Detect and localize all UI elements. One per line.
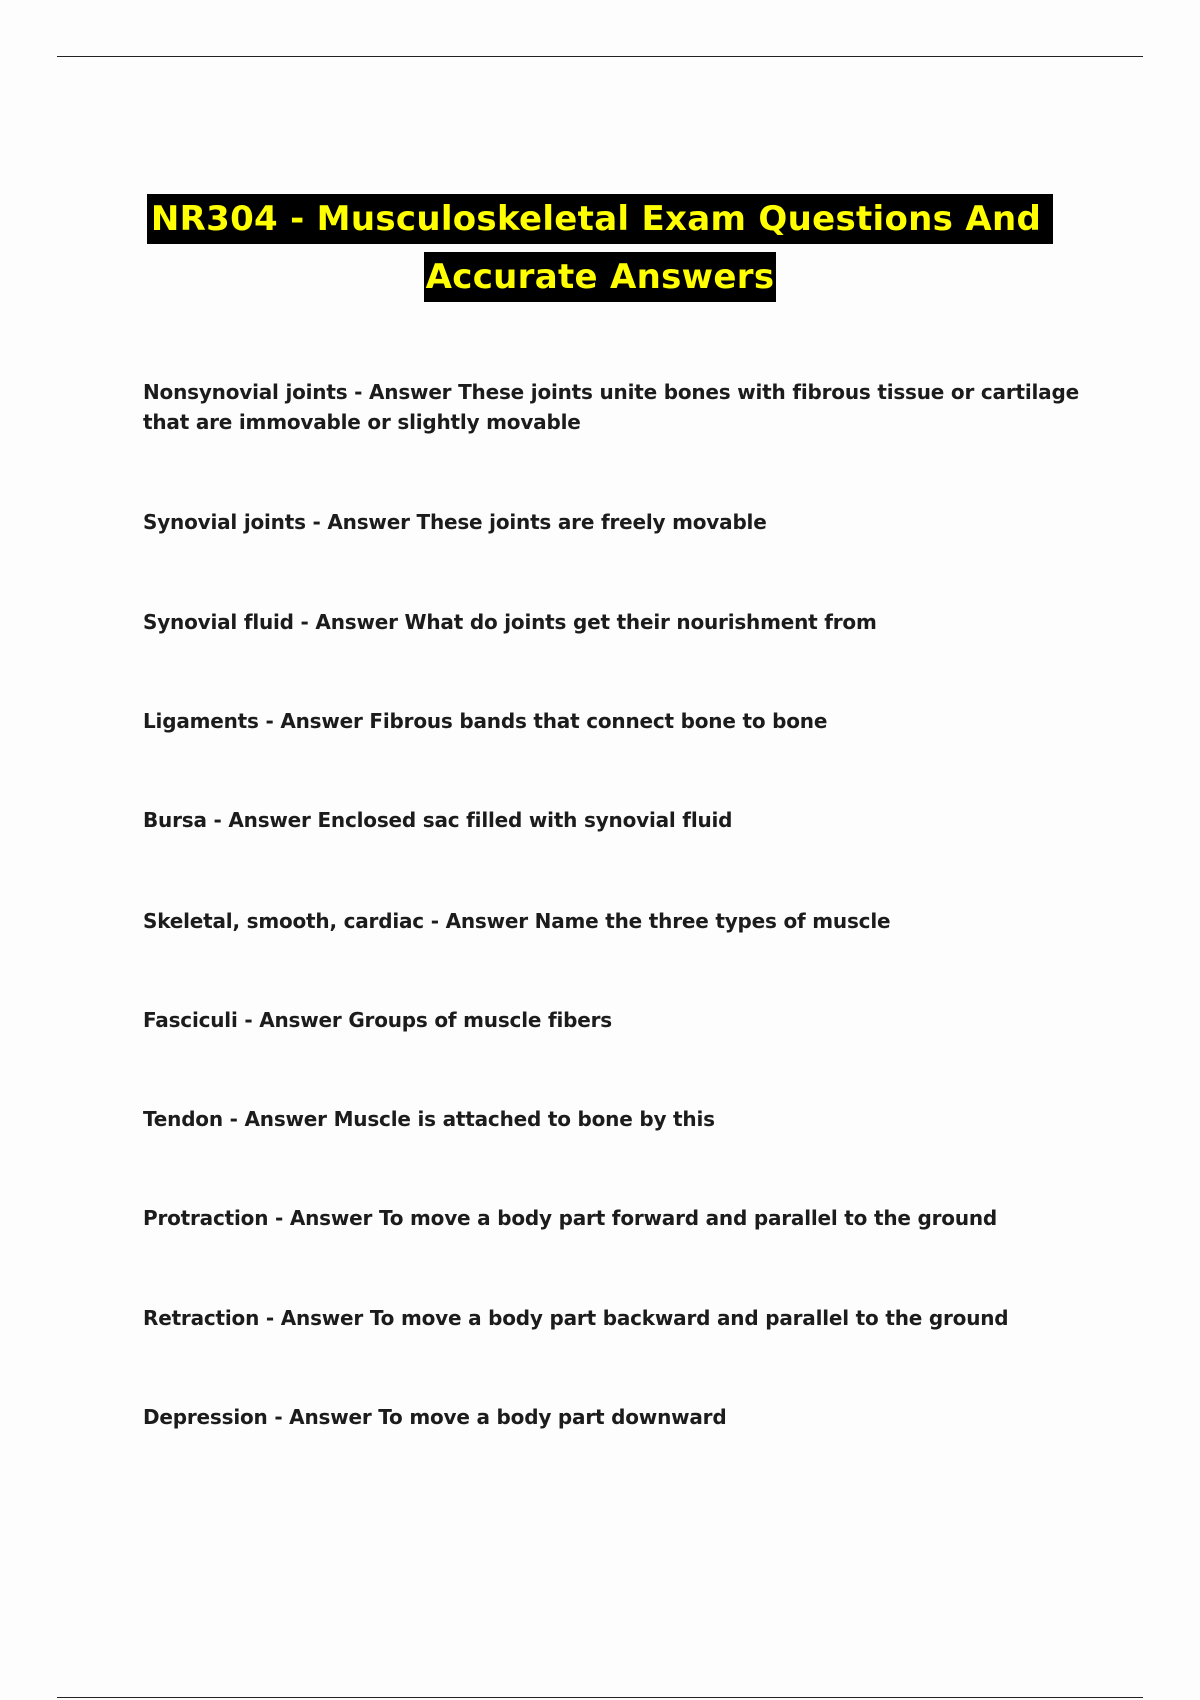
qa-entry-bursa: Bursa - Answer Enclosed sac filled with synovial fluid	[143, 808, 733, 832]
qa-entry-tendon: Tendon - Answer Muscle is attached to bone by this	[143, 1107, 715, 1131]
qa-entry-nonsynovial-joints: Nonsynovial joints - Answer These joints unite bones with fibrous tissue or cartilage that are immovable or slightly movable	[143, 380, 1079, 434]
title-line-1: NR304 - Musculoskeletal Exam Questions And	[147, 194, 1053, 244]
title-line-2: Accurate Answers	[424, 252, 777, 302]
qa-entry-fasciculi: Fasciculi - Answer Groups of muscle fibers	[143, 1008, 612, 1032]
qa-entry-synovial-joints: Synovial joints - Answer These joints are freely movable	[143, 510, 767, 534]
qa-entry-synovial-fluid: Synovial fluid - Answer What do joints get their nourishment from	[143, 610, 877, 634]
footer-rule	[57, 1697, 1143, 1698]
qa-entry-retraction: Retraction - Answer To move a body part backward and parallel to the ground	[143, 1306, 1009, 1330]
document-title	[0, 194, 1200, 302]
qa-entry-depression: Depression - Answer To move a body part downward	[143, 1405, 727, 1429]
qa-entry-ligaments: Ligaments - Answer Fibrous bands that connect bone to bone	[143, 709, 828, 733]
qa-entry-protraction: Protraction - Answer To move a body part forward and parallel to the ground	[143, 1206, 998, 1230]
header-rule	[57, 56, 1143, 57]
qa-entry-muscle-types: Skeletal, smooth, cardiac - Answer Name the three types of muscle	[143, 909, 891, 933]
